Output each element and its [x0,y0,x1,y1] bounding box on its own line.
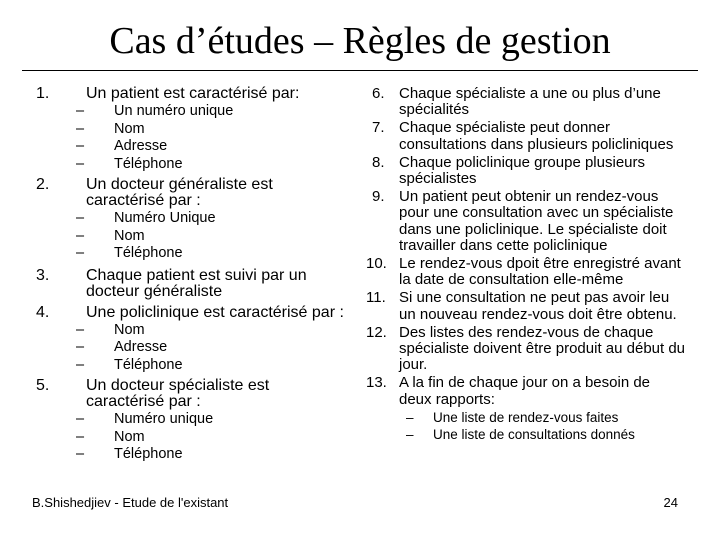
dash-bullet: – [406,426,414,442]
sub-item-text: Numéro unique [114,411,214,427]
sub-item-text: Numéro Unique [114,210,216,226]
list-item [366,375,686,407]
item-text: Chaque spécialiste peut donner consultations dans plusieurs policliniques [399,119,674,153]
title-divider [22,70,698,71]
item-text: A la fin de chaque jour on a besoin de deux rapports: [399,374,651,408]
dash-bullet: – [76,446,85,462]
sub-item [36,357,346,375]
item-number: 5. [36,377,50,394]
left-column [36,86,346,464]
dash-bullet: – [76,227,85,244]
sub-item [36,228,346,246]
sub-item-text: Téléphone [114,155,183,172]
sub-item [36,156,346,174]
item-text: Un docteur généraliste est caractérisé par : [86,176,273,209]
item-number: 7. [372,119,385,137]
sub-item [36,446,346,464]
list-item [366,325,686,374]
sub-item [36,429,346,447]
dash-bullet: – [76,155,85,172]
dash-bullet: – [76,210,85,226]
list-item [366,290,686,322]
item-number: 13. [366,374,387,392]
dash-bullet: – [76,428,85,445]
sub-item-text: Nom [114,227,145,244]
right-column [366,86,686,443]
sub-item-text: Nom [114,321,145,338]
dash-bullet: – [76,321,85,338]
list-item [366,256,686,288]
item-text: Un patient est caractérisé par: [86,85,300,102]
item-number: 6. [372,85,385,102]
item-text: Des listes des rendez-vous de chaque spécialiste doivent être produit au début du jour. [399,323,686,374]
item-number: 11. [366,289,386,307]
item-text: Un patient peut obtenir un rendez-vous pour une consultation avec un spécialiste dans une policlinique. Le spécialiste doit travailler dans cette policlinique [399,188,674,254]
list-item [366,120,686,152]
sub-item [36,210,346,228]
item-number: 2. [36,176,50,193]
list-item [36,177,346,209]
sub-item [366,409,686,426]
item-text: Chaque spécialiste a une ou plus d’une spécialités [399,85,661,119]
sub-item-text: Téléphone [114,356,183,373]
dash-bullet: – [76,411,85,427]
dash-bullet: – [76,120,85,137]
item-number: 10. [366,255,387,273]
page-number: 24 [663,495,678,510]
sub-item [36,138,346,156]
sub-item-text: Nom [114,120,145,137]
sub-item-text: Nom [114,428,145,445]
sub-item [36,245,346,263]
sub-item [36,121,346,139]
dash-bullet: – [76,356,85,373]
dash-bullet: – [76,103,85,119]
sub-item-text: Téléphone [114,245,183,261]
list-item [36,86,346,102]
item-text: Un docteur spécialiste est caractérisé par : [86,377,270,410]
sub-item-text: Une liste de consultations donnés [433,426,635,442]
item-number: 1. [36,85,50,102]
sub-item [36,339,346,357]
item-number: 12. [366,323,387,341]
list-item [366,155,686,187]
item-text: Chaque policlinique groupe plusieurs spécialistes [399,153,645,188]
sub-item-text: Téléphone [114,446,183,462]
item-text: Le rendez-vous dpoit être enregistré avant la date de consultation elle-même [399,255,681,289]
item-text: Une policlinique est caractérisé par : [86,303,344,321]
item-number: 4. [36,303,50,321]
item-number: 9. [372,188,385,206]
dash-bullet: – [76,339,85,355]
item-number: 8. [372,153,385,171]
list-item [366,86,686,118]
sub-item-text: Adresse [114,339,168,355]
sub-item-text: Une liste de rendez-vous faites [433,409,619,425]
sub-item [36,411,346,429]
item-text: Chaque patient est suivi par un docteur généraliste [86,266,307,300]
list-item [366,189,686,254]
list-item [36,268,346,300]
sub-item-text: Adresse [114,138,168,154]
dash-bullet: – [406,409,414,425]
item-text: Si une consultation ne peut pas avoir leu un nouveau rendez-vous doit être obtenu. [399,289,677,323]
list-item [36,378,346,410]
list-item [36,305,346,321]
sub-item-text: Un numéro unique [114,103,234,119]
sub-item [366,426,686,443]
footer-author: B.Shishedjiev - Etude de l'existant [32,495,229,510]
sub-item [36,103,346,121]
slide-title: Cas d’études – Règles de gestion [109,20,611,62]
item-number: 3. [36,266,50,284]
dash-bullet: – [76,245,85,261]
sub-item [36,322,346,340]
dash-bullet: – [76,138,85,154]
